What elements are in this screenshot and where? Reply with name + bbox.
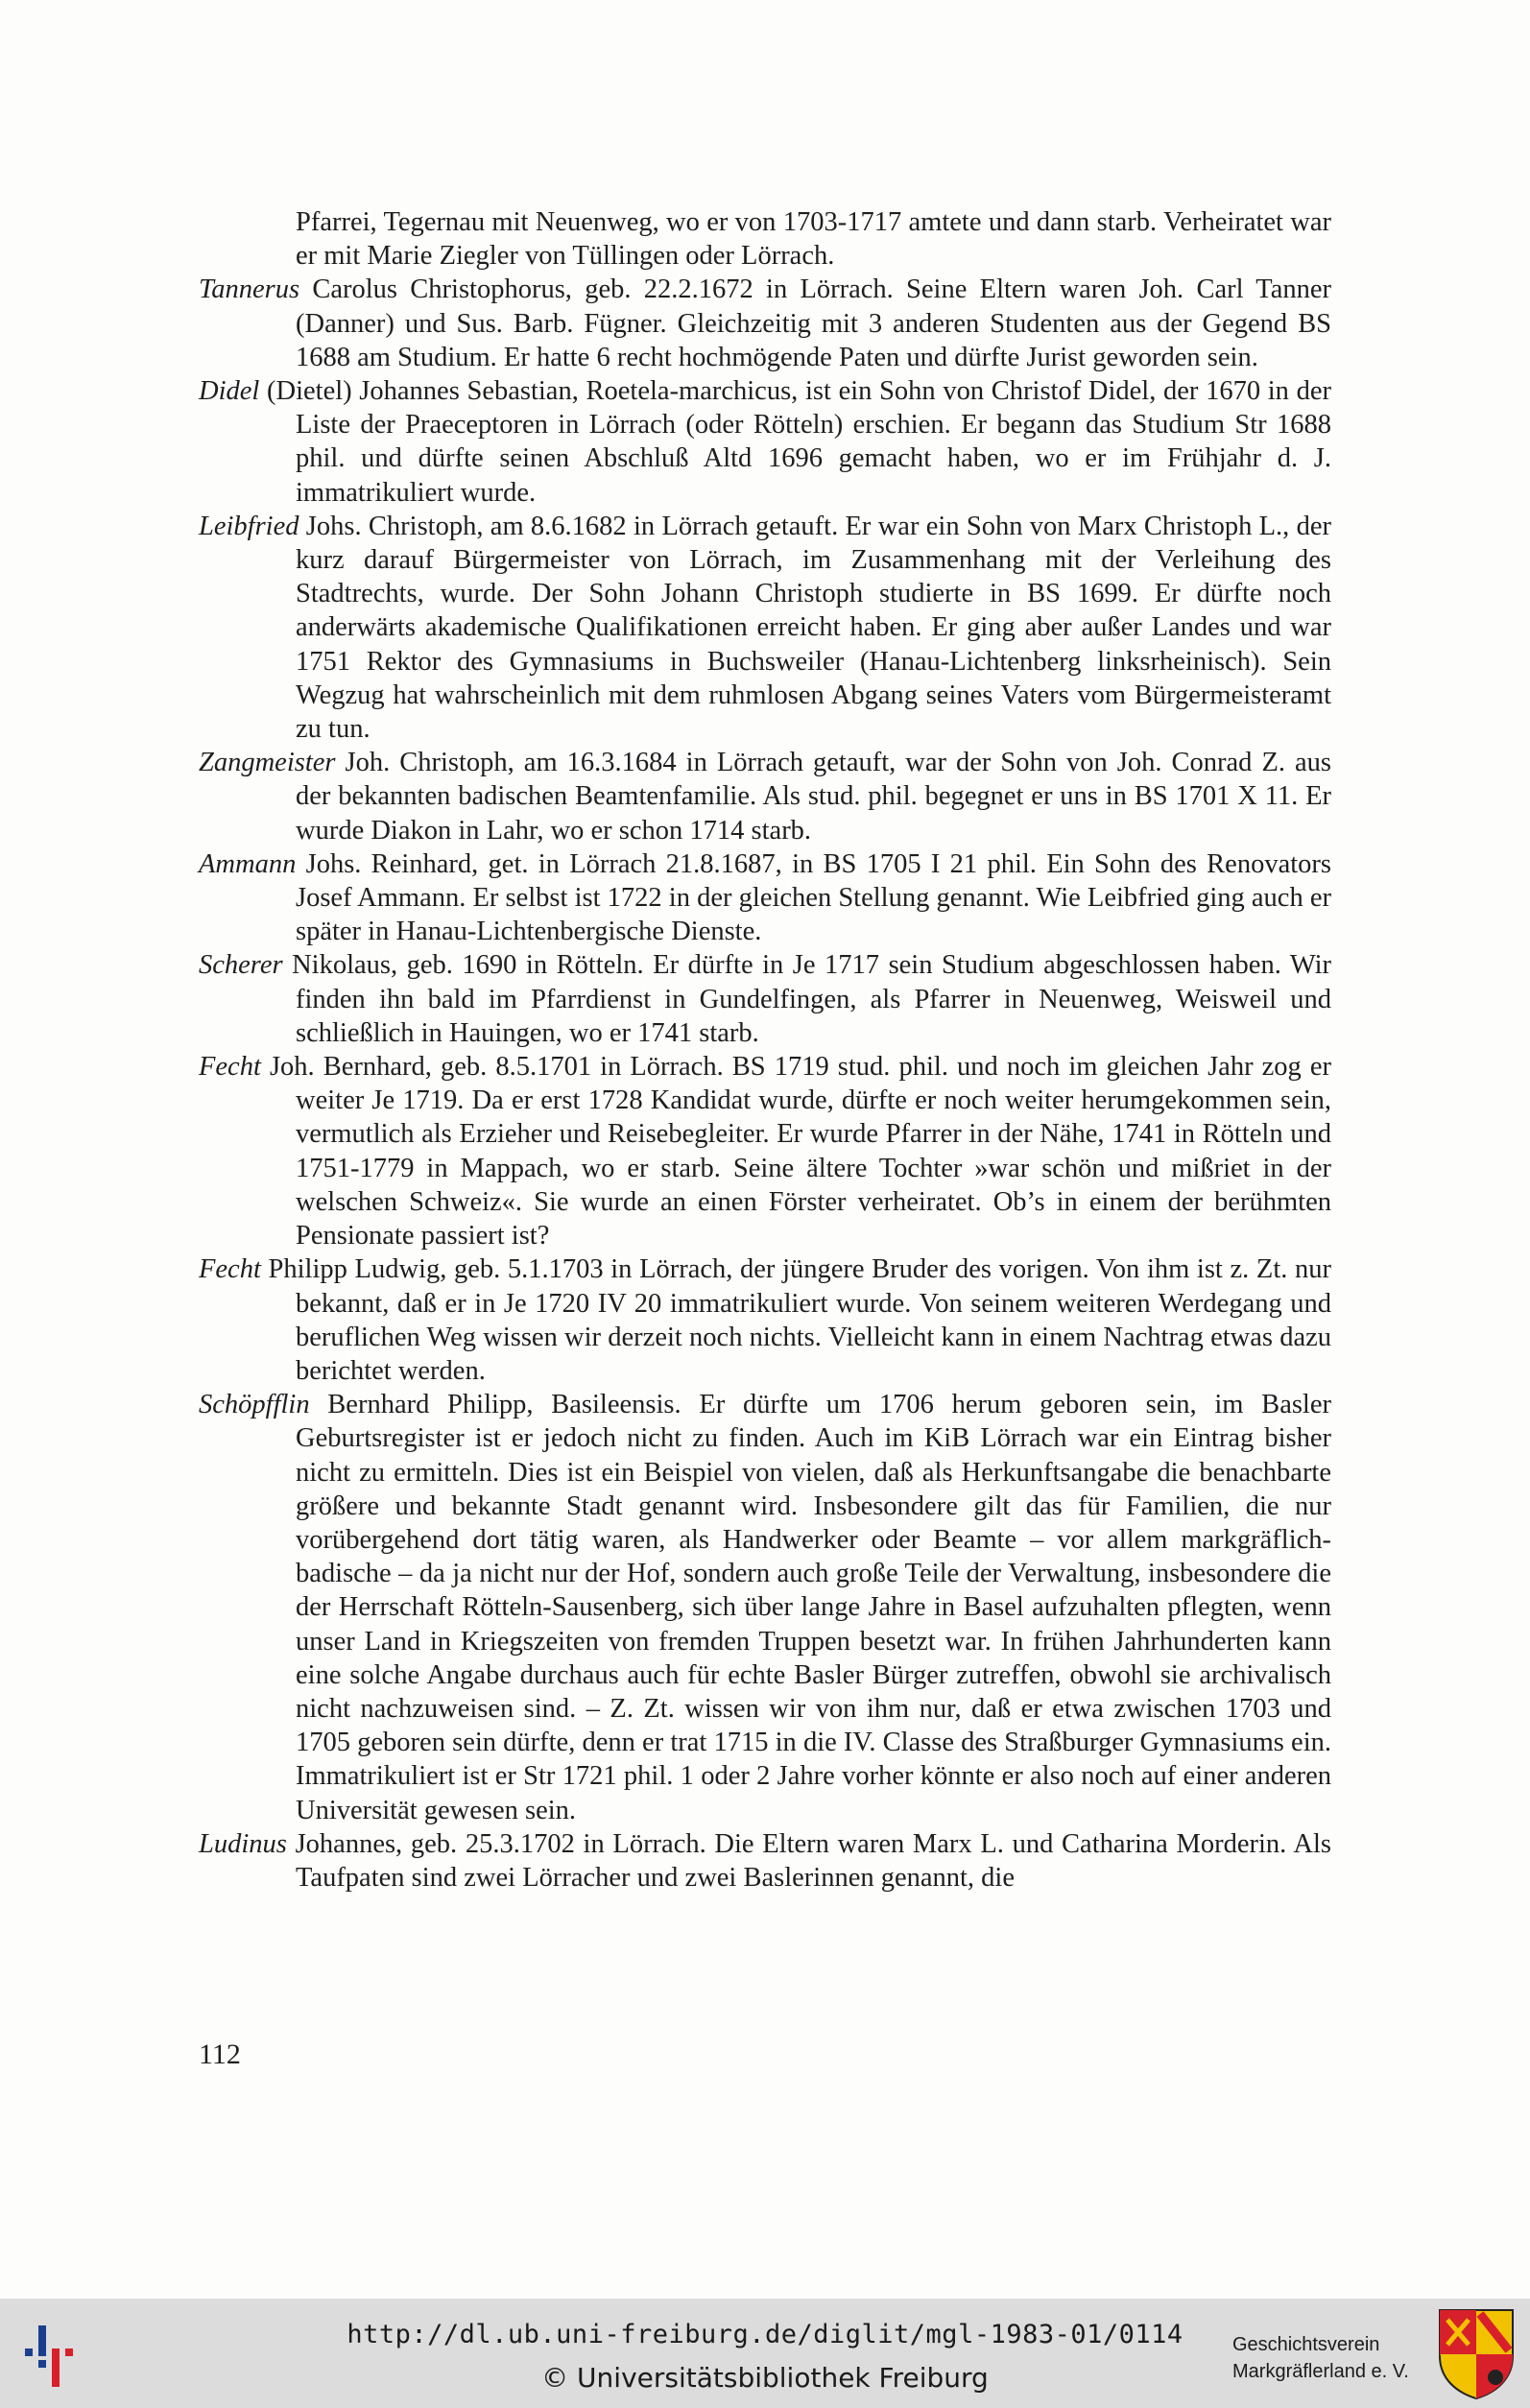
entry <box>199 510 1331 746</box>
entry-text: Johs. Reinhard, get. in Lörrach 21.8.1687, in BS 1705 I 21 phil. Ein Sohn des Renovators Josef Ammann. Er selbst ist 1722 in der gleichen Stellung genannt. Wie Leibfried ging auch er später in Hanau-Lichtenbergische Dienste. <box>296 848 1331 947</box>
entry-text: Bernhard Philipp, Basileensis. Er dürfte um 1706 herum geboren sein, im Basler Geburtsregister ist er jedoch nicht zu finden. Auch im KiB Lörrach war ein Eintrag bisher nicht zu ermitteln. Dies ist ein Beispiel von vielen, daß als Herkunftsangabe die benachbarte größere und bekannte Stadt genannt wird. Insbesondere gilt das für Familien, die nur vorübergehend dort tätig waren, als Handwerker oder Beamte – vor allem markgräflich-badische – da ja nicht nur der Hof, sondern auch große Teile der Verwaltung, insbesondere die der Herrschaft Rötteln-Sausenberg, sich über lange Jahre in Basel aufzuhalten pflegten, wenn unser Land in Kriegszeiten von fremden Truppen besetzt war. In frühen Jahrhunderten kann eine solche Angabe durchaus auch für echte Basler Bürger zutreffen, obwohl sie archivalisch nicht nachzuweisen sind. – Z. Zt. wissen wir von ihm nur, daß er etwa zwischen 1703 und 1705 geboren sein dürfte, denn er trat 1715 in die IV. Classe des Straßburger Gymnasiums ein. Immatrikuliert ist er Str 1721 phil. 1 oder 2 Jahre vorher könnte er also noch auf einer anderen Universität gewesen sein. <box>296 1390 1331 1825</box>
entry-text: Nikolaus, geb. 1690 in Rötteln. Er dürfte in Je 1717 sein Studium abgeschlossen haben. Wir finden ihn bald im Pfarrdienst in Gundelfingen, als Pfarrer in Neuenweg, Weisweil und schließlich in Hauingen, wo er 1741 starb. <box>282 950 1331 1048</box>
entry-text: Joh. Bernhard, geb. 8.5.1701 in Lörrach. BS 1719 stud. phil. und noch im gleichen Jahr zog er weiter Je 1719. Da er erst 1728 Kandidat wurde, dürfte er noch weiter herumgekommen sein, vermutlich als Erzieher und Reisebegleiter. Er wurde Pfarrer in der Nähe, 1741 in Rötteln und 1751-1779 in Mappach, wo er starb. Seine ältere Tochter »war schön und mißriet in der welschen Schweiz«. Sie wurde an einen Förster verheiratet. Ob’s in einem der berühmten Pensionate passiert ist? <box>260 1052 1331 1252</box>
entry-name: Tannerus <box>199 274 300 305</box>
entry <box>199 1252 1331 1388</box>
entry-text: Pfarrei, Tegernau mit Neuenweg, wo er von 1703-1717 amtete und dann starb. Verheiratet war er mit Marie Ziegler von Tüllingen oder Lörrach. <box>296 207 1331 272</box>
body-text <box>199 205 1331 1895</box>
entry <box>199 746 1331 847</box>
entry <box>199 374 1331 510</box>
coat-of-arms-icon <box>1436 2306 1517 2400</box>
entry <box>199 1388 1331 1827</box>
entry-text: Johannes, geb. 25.3.1702 in Lörrach. Die Eltern waren Marx L. und Catharina Morderin. Als Taufpaten sind zwei Lörracher und zwei Baslerinnen genannt, die <box>286 1828 1331 1893</box>
entry-name: Schöpfflin <box>199 1390 310 1420</box>
viewer-footer <box>0 2299 1530 2408</box>
entry-text: Carolus Christophorus, geb. 22.2.1672 in Lörrach. Seine Eltern waren Joh. Carl Tanner (Danner) und Sus. Barb. Fügner. Gleichzeitig mit 3 anderen Studenten aus der Gegend BS 1688 am Studium. Er hatte 6 recht hochmögende Paten und dürfte Jurist geworden sein. <box>296 274 1331 372</box>
entry-name: Leibfried <box>199 511 299 541</box>
entry <box>199 273 1331 374</box>
entry-name: Fecht <box>199 1254 261 1285</box>
entry <box>199 948 1331 1050</box>
entry-text: Philipp Ludwig, geb. 5.1.1703 in Lörrach, der jüngere Bruder des vorigen. Von ihm ist z. Zt. nur bekannt, daß er in Je 1720 IV 20 immatrikuliert wurde. Von seinem weiteren Werdegang und beruflichen Weg wissen wir derzeit noch nichts. Vielleicht kann in einem Nachtrag etwas dazu berichtet werden. <box>260 1254 1331 1386</box>
entry-name: Zangmeister <box>199 748 336 778</box>
entry-text: Johs. Christoph, am 8.6.1682 in Lörrach getauft. Er war ein Sohn von Marx Christoph L., der kurz darauf Bürgermeister von Lörrach, im Zusammenhang mit der Verleihung des Stadtrechts, wurde. Der Sohn Johann Christoph studierte in BS 1699. Er dürfte noch anderwärts akademische Qualifikationen erreicht haben. Er ging aber außer Landes und war 1751 Rektor des Gymnasiums in Buchsweiler (Hanau-Lichtenberg linksrheinisch). Sein Wegzug hat wahrscheinlich mit dem ruhmlosen Abgang seines Vaters vom Bürgermeisteramt zu tun. <box>296 511 1331 745</box>
entry <box>199 847 1331 949</box>
society-name <box>1232 2331 1409 2385</box>
entry-name: Scherer <box>199 950 283 981</box>
entry-name: Ammann <box>199 848 297 879</box>
entry-name: Fecht <box>199 1052 261 1083</box>
entry-text: Joh. Christoph, am 16.3.1684 in Lörrach getauft, war der Sohn von Joh. Conrad Z. aus der bekannten badischen Beamtenfamilie. Als stud. phil. begegnet er uns in BS 1701 X 11. Er wurde Diakon in Lahr, wo er schon 1714 starb. <box>296 748 1331 846</box>
society-line-1: Geschichtsverein <box>1232 2334 1380 2355</box>
entry-name: Didel <box>199 376 260 407</box>
page-number: 112 <box>199 2038 241 2070</box>
entry-name: Ludinus <box>199 1828 287 1859</box>
copyright-text: © Universitätsbibliothek Freiburg <box>541 2362 989 2394</box>
entry-continuation <box>199 205 1331 273</box>
entry <box>199 1827 1331 1895</box>
entry <box>199 1050 1331 1252</box>
entry-text: (Dietel) Johannes Sebastian, Roetela-marchicus, ist ein Sohn von Christof Didel, der 1670 in der Liste der Praeceptoren in Lörrach (oder Rötteln) erschien. Er begann das Studium Str 1688 phil. und dürfte seinen Abschluß Altd 1696 gemacht haben, wo er im Frühjahr d. J. immatrikuliert wurde. <box>259 376 1331 508</box>
document-url[interactable]: http://dl.ub.uni-freiburg.de/diglit/mgl-1983-01/0114 <box>347 2320 1183 2349</box>
society-line-2: Markgräflerland e. V. <box>1232 2361 1409 2382</box>
